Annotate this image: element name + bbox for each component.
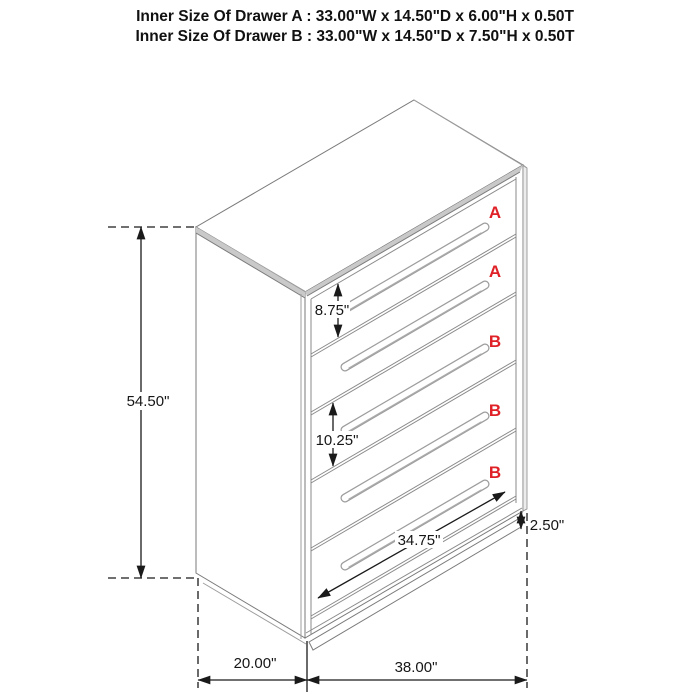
base-height-value: 2.50"	[529, 517, 565, 534]
title-line-2: Inner Size Of Drawer B : 33.00"W x 14.50"D x 7.50"H x 0.50T	[135, 28, 575, 45]
overall-height-value: 54.50"	[126, 393, 170, 410]
dimension-base-height	[521, 511, 566, 534]
drawer-b-height-value: 10.25"	[315, 432, 359, 449]
drawer-label-b1: B	[488, 332, 502, 351]
drawer-label-a2: A	[488, 262, 502, 281]
cabinet-drawing	[196, 100, 527, 650]
dimension-overall-height	[108, 227, 198, 578]
drawer-face-width-value: 34.75"	[397, 532, 441, 549]
width-value: 38.00"	[394, 659, 438, 676]
depth-value: 20.00"	[233, 655, 277, 672]
cabinet-right-edge-panel	[523, 165, 527, 511]
drawer-label-a1: A	[488, 203, 502, 222]
drawer-label-b3: B	[488, 463, 502, 482]
title-line-1: Inner Size Of Drawer A : 33.00"W x 14.50"D x 6.00"H x 0.50T	[136, 8, 574, 25]
title-block	[135, 8, 575, 45]
drawer-label-b2: B	[488, 401, 502, 420]
drawer-a-height-value: 8.75"	[314, 302, 350, 319]
